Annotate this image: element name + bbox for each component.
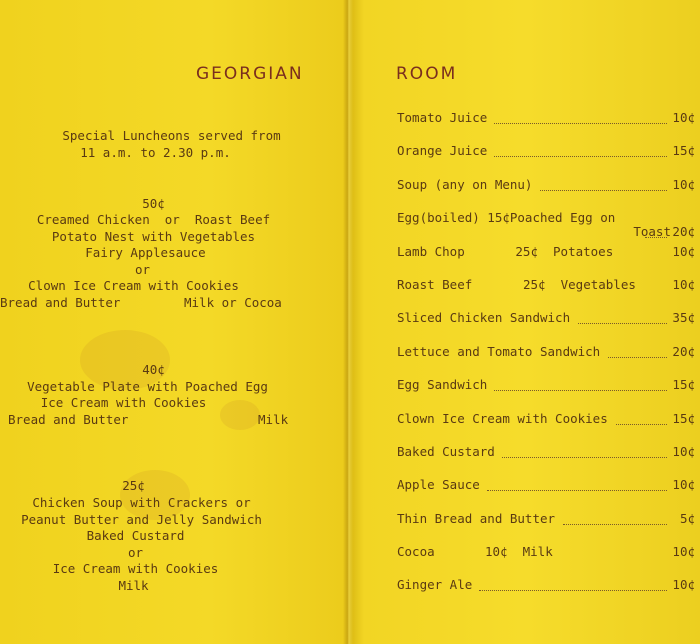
set2-line: Ice Cream with Cookies: [40, 395, 207, 410]
menu-item-secondary: 25¢ Potatoes: [515, 243, 614, 259]
leader-dots: [616, 414, 667, 425]
leader-dots: [494, 113, 667, 124]
set1-or: or: [134, 262, 151, 277]
set1-line: Bread and Butter: [0, 295, 121, 310]
menu-item-name: Roast Beef: [397, 276, 473, 292]
leader-dots: [494, 380, 667, 391]
menu-item-name: Lamb Chop: [397, 243, 465, 259]
menu-item-price: 15¢: [672, 143, 695, 159]
set1-price: 50¢: [142, 196, 165, 211]
set3-line: Ice Cream with Cookies: [52, 561, 219, 576]
leader-dots: [479, 580, 667, 591]
menu-item-price: 5¢: [679, 510, 695, 526]
menu-item: [397, 377, 697, 410]
menu-item-secondary: 10¢ Milk: [485, 544, 553, 560]
menu-item-name: Orange Juice: [397, 143, 488, 159]
set1-line: Milk or Cocoa: [184, 295, 282, 310]
menu-item-price: 10¢: [672, 477, 695, 493]
menu-item-price: 20¢: [672, 343, 695, 359]
menu-item: [397, 277, 697, 310]
menu-item: [397, 110, 697, 143]
menu-item: [397, 143, 697, 176]
menu-item: [397, 444, 697, 477]
menu-item-name: Ginger Ale: [397, 577, 473, 593]
menu-title-right: ROOM: [396, 64, 458, 84]
menu-item-name: Soup (any on Menu): [397, 176, 533, 192]
menu-item-name: Cocoa: [397, 544, 435, 560]
set2-line: Bread and Butter: [8, 412, 129, 427]
menu-item-name: Thin Bread and Butter: [397, 510, 556, 526]
menu-item: [397, 210, 697, 243]
leader-dots: [494, 146, 667, 157]
page-fold: [343, 0, 353, 644]
menu-item-price: 10¢: [672, 443, 695, 459]
menu-item: [397, 577, 697, 610]
menu-item-price: 10¢: [672, 276, 695, 292]
leader-dots: [540, 180, 667, 191]
menu-item-subline: Toast: [633, 224, 671, 240]
menu-item-name: Tomato Juice: [397, 110, 488, 125]
set1-line: Clown Ice Cream with Cookies: [28, 278, 239, 293]
menu-title-left: GEORGIAN: [196, 64, 304, 84]
menu-item-price: 10¢: [672, 544, 695, 560]
leader-dots: [563, 514, 667, 525]
menu-item: [397, 511, 697, 544]
set2-price: 40¢: [142, 362, 165, 377]
menu-item: [397, 544, 697, 577]
menu-item: [397, 177, 697, 210]
menu-item: [397, 411, 697, 444]
leader-dots: [578, 313, 667, 324]
set3-price: 25¢: [122, 478, 145, 493]
menu-item-name: Lettuce and Tomato Sandwich: [397, 343, 601, 359]
menu-item-price: 15¢: [672, 377, 695, 393]
menu-item-price: 10¢: [672, 110, 695, 125]
set3-or: or: [127, 545, 144, 560]
leader-dots: [502, 447, 667, 458]
set1-line: Fairy Applesauce: [85, 245, 206, 260]
menu-item: [397, 244, 697, 277]
menu-item-price: 10¢: [672, 243, 695, 259]
set3-line: Milk: [118, 578, 149, 593]
menu-item-name: Egg(boiled) 15¢Poached Egg on: [397, 210, 616, 226]
set1-line: Creamed Chicken or Roast Beef: [36, 212, 271, 227]
menu-item: [397, 310, 697, 343]
a-la-carte-list: [397, 110, 697, 611]
menu-item-name: Apple Sauce: [397, 477, 480, 493]
set3-line: Chicken Soup with Crackers or: [32, 495, 251, 510]
set3-line: Peanut Butter and Jelly Sandwich: [21, 512, 262, 527]
leader-dots: [608, 347, 667, 358]
leader-dots: [645, 227, 667, 238]
menu-item: [397, 477, 697, 510]
menu-item: [397, 344, 697, 377]
set3-line: Baked Custard: [86, 528, 185, 543]
menu-item-name: Sliced Chicken Sandwich: [397, 310, 571, 326]
menu-item-price: 35¢: [672, 310, 695, 326]
set2-line: Vegetable Plate with Poached Egg: [27, 379, 268, 394]
intro-line-1: Special Luncheons served from: [62, 128, 281, 143]
menu-item-price: 10¢: [672, 176, 695, 192]
intro-line-2: 11 a.m. to 2.30 p.m.: [80, 145, 231, 160]
menu-item-price: 15¢: [672, 410, 695, 426]
set1-line: Potato Nest with Vegetables: [51, 229, 256, 244]
left-page: [0, 0, 343, 644]
set2-line: Milk: [258, 412, 289, 427]
menu-item-price: 20¢: [672, 224, 695, 240]
menu-item-name: Clown Ice Cream with Cookies: [397, 410, 608, 426]
menu-item-name: Baked Custard: [397, 443, 495, 459]
menu-item-name: Egg Sandwich: [397, 377, 488, 393]
leader-dots: [487, 480, 667, 491]
menu-item-price: 10¢: [672, 577, 695, 593]
menu-item-secondary: 25¢ Vegetables: [523, 276, 636, 292]
